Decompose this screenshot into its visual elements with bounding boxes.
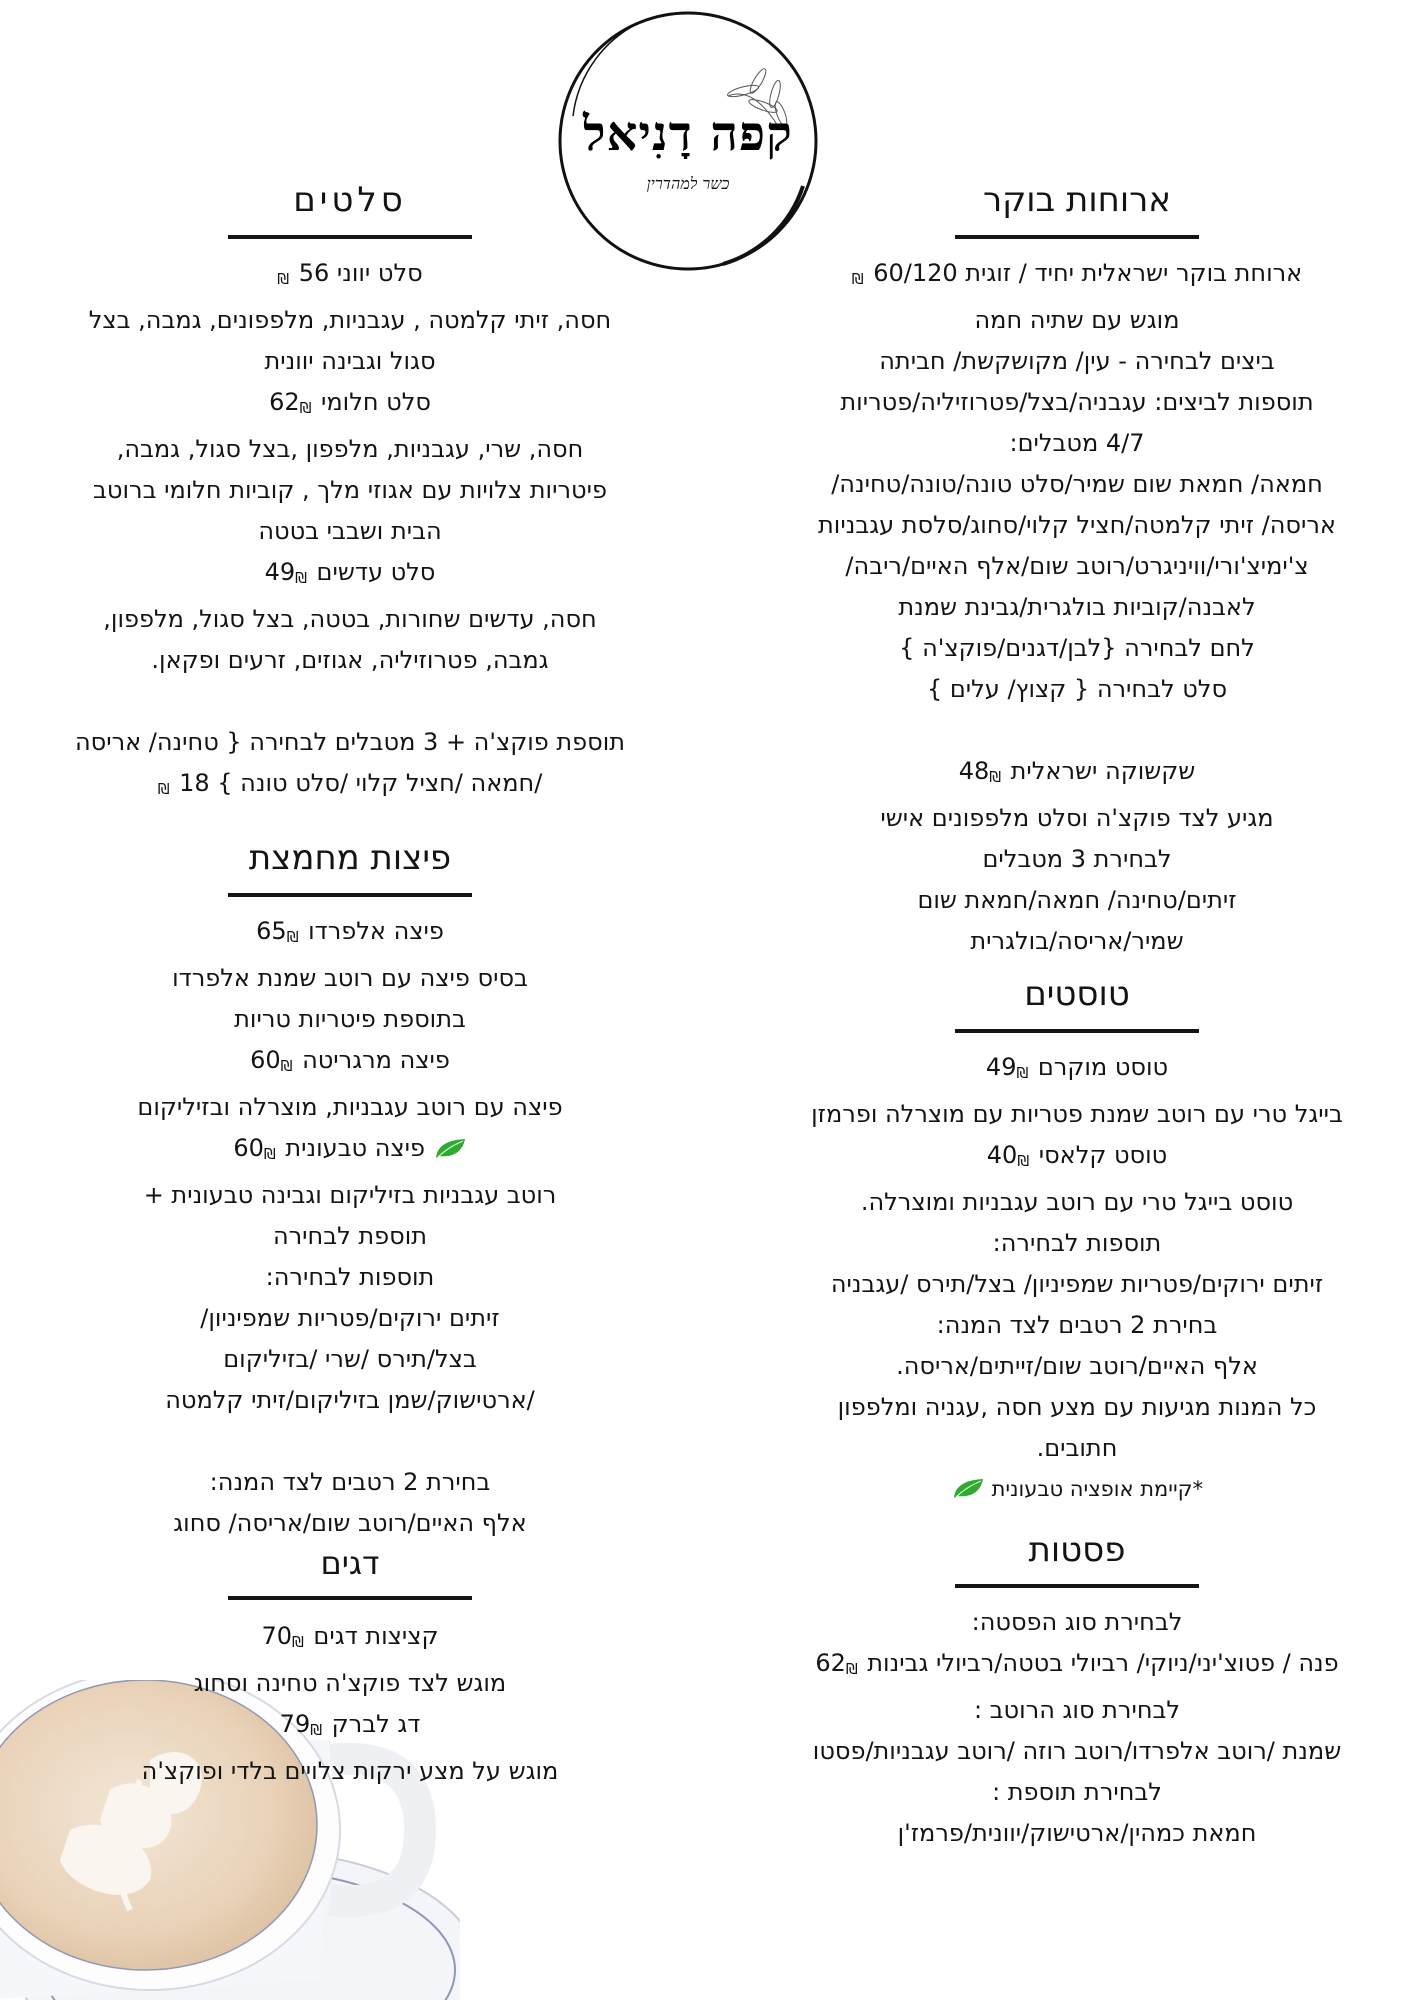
- section-toasts: [740, 974, 1414, 1510]
- shekel-icon: ₪: [286, 927, 299, 946]
- section-fish: [0, 1544, 700, 1792]
- menu-item-toast-creamy: טוסט מוקרם 49₪: [985, 1052, 1169, 1082]
- menu-item-pizza-vegan: פיצה טבעונית 60₪: [0, 1128, 700, 1175]
- shekel-icon: ₪: [277, 269, 290, 288]
- menu-item-desc: בייגל טרי עם רוטב שמנת פטריות עם מוצרלה ופרמזן: [811, 1099, 1343, 1128]
- menu-line: אלף האיים/רוטב שום/אריסה/ סחוג: [173, 1508, 527, 1537]
- vegan-note: *קיימת אופציה טבעונית: [740, 1469, 1414, 1510]
- menu-item-desc: טוסט בייגל טרי עם רוטב עגבניות ומוצרלה.: [860, 1187, 1294, 1216]
- menu-item-desc: חסה, שרי, עגבניות, מלפפון ,בצל סגול, גמבה,: [116, 434, 584, 463]
- menu-item-desc: תוספת לבחירה: [272, 1221, 428, 1250]
- menu-line: לבחירת סוג הפסטה:: [971, 1608, 1183, 1637]
- left-column: [0, 180, 700, 1792]
- menu-line: זיתים ירוקים/פטריות שמפיניון/ בצל/תירס /עגבניה: [830, 1269, 1324, 1298]
- menu-line: מוגש עם שתיה חמה: [974, 305, 1180, 334]
- right-column: [740, 180, 1414, 1854]
- menu-item-pizza-margherita: פיצה מרגריטה 60₪: [250, 1045, 450, 1075]
- section-breakfast: [740, 180, 1414, 962]
- menu-item-desc: פיטריות צלויות עם אגוזי מלך , קוביות חלומי ברוטב: [93, 475, 607, 504]
- shekel-icon: ₪: [280, 1056, 293, 1075]
- menu-line: שמנת /רוטב אלפרדו/רוטב רוזה /רוטב עגבניות/פסטו: [812, 1737, 1342, 1766]
- menu-line: לבחירת תוספת :: [992, 1778, 1162, 1807]
- menu-item-greek-salad: סלט יווני 56 ₪: [277, 258, 423, 288]
- menu-line: תוספות לבחירה:: [265, 1262, 435, 1291]
- menu-item-pasta: פנה / פטוצ'יני/ניוקי/ רביולי בטטה/רביולי גבינות 62₪: [815, 1649, 1339, 1679]
- menu-line: כל המנות מגיעות עם מצע חסה ,עגניה ומלפפון: [837, 1392, 1317, 1421]
- shekel-icon: ₪: [157, 779, 170, 798]
- menu-line: חתובים.: [1036, 1433, 1118, 1462]
- menu-line: לבחירת 3 מטבלים: [982, 844, 1172, 873]
- section-title-pastas: פסטות: [1028, 1529, 1126, 1570]
- shekel-icon: ₪: [1016, 1063, 1029, 1082]
- section-pastas: [740, 1530, 1414, 1855]
- menu-item-sea-bass: דג לברק 79₪: [279, 1709, 421, 1739]
- addon-line: /חמאה /חציל קלוי /סלט טונה } 18 ₪: [157, 768, 543, 798]
- section-divider: [955, 1029, 1199, 1033]
- menu-item-desc: בסיס פיצה עם רוטב שמנת אלפרדו: [172, 963, 528, 992]
- menu-item-desc: פיצה עם רוטב עגבניות, מוצרלה ובזיליקום: [137, 1092, 563, 1121]
- menu-line: תוספות לבחירה:: [992, 1228, 1162, 1257]
- menu-line: 4/7 מטבלים:: [1009, 428, 1145, 457]
- shekel-icon: ₪: [1017, 1151, 1030, 1170]
- shekel-icon: ₪: [299, 398, 312, 417]
- menu-line: תוספות לביצים: עגבניה/בצל/פטרוזיליה/פטריות: [840, 387, 1314, 416]
- menu-line: בחירת 2 רטבים לצד המנה:: [209, 1467, 491, 1496]
- menu-line: אריסה/ זיתי קלמטה/חציל קלוי/סחוג/סלסת עגבניות: [818, 510, 1336, 539]
- menu-item-shakshuka: שקשוקה ישראלית 48₪: [958, 756, 1196, 786]
- shekel-icon: ₪: [263, 1144, 276, 1163]
- shekel-icon: ₪: [295, 568, 307, 587]
- vegan-leaf-icon: [951, 1476, 985, 1500]
- section-title-breakfast: ארוחות בוקר: [982, 180, 1172, 220]
- menu-item-toast-classic: טוסט קלאסי 40₪: [986, 1140, 1168, 1170]
- menu-item-desc: חסה, זיתי קלמטה , עגבניות, מלפפונים, גמבה, בצל: [88, 305, 612, 334]
- menu-item-halloumi-salad: סלט חלומי 62₪: [269, 387, 431, 417]
- menu-item-desc: הבית ושבבי בטטה: [258, 516, 442, 545]
- menu-item-lentil-salad: סלט עדשים 49₪: [264, 557, 436, 587]
- menu-item-desc: רוטב עגבניות בזיליקום וגבינה טבעונית +: [143, 1180, 557, 1209]
- menu-line: לבחירת סוג הרוטב :: [973, 1696, 1181, 1725]
- menu-line: ביצים לבחירה - עין/ מקושקשת/ חביתה: [879, 346, 1275, 375]
- shekel-icon: ₪: [845, 1660, 858, 1679]
- menu-item-israeli-breakfast: ארוחת בוקר ישראלית יחיד / זוגית 60/120 ₪: [851, 258, 1303, 288]
- menu-item-desc: חסה, עדשים שחורות, בטטה, בצל סגול, מלפפון,: [103, 604, 597, 633]
- section-title-salads: סלטים: [293, 180, 407, 220]
- section-title-pizzas: פיצות מחמצת: [248, 837, 452, 878]
- menu-item-desc: סגול וגבינה יוונית: [264, 346, 436, 375]
- kosher-label: כשר למהדרין: [646, 174, 730, 193]
- menu-item-pizza-alfredo: פיצה אלפרדו 65₪: [256, 916, 444, 946]
- menu-line: חמאת כמהין/ארטישוק/יוונית/פרמז'ן: [897, 1819, 1257, 1848]
- vegan-leaf-icon: [433, 1136, 467, 1160]
- section-title-fish: דגים: [320, 1543, 380, 1582]
- menu-item-desc: מוגש על מצע ירקות צלויים בלדי ופוקצ'ה: [141, 1756, 559, 1785]
- menu-line: זיתים ירוקים/פטריות שמפיניון/: [200, 1303, 500, 1332]
- menu-line: שמיר/אריסה/בולגרית: [970, 926, 1184, 955]
- menu-line: בצל/תירס /שרי /בזיליקום: [223, 1344, 477, 1373]
- shekel-icon: ₪: [310, 1720, 322, 1739]
- section-divider: [228, 893, 472, 897]
- section-divider: [228, 1596, 472, 1600]
- menu-item-desc: גמבה, פטרוזיליה, אגוזים, זרעים ופקאן.: [151, 645, 549, 674]
- section-title-toasts: טוסטים: [1024, 973, 1130, 1014]
- menu-item-fish-patties: קציצות דגים 70₪: [261, 1621, 439, 1651]
- section-divider: [955, 1584, 1199, 1588]
- section-divider: [228, 235, 472, 239]
- menu-line: חמאה/ חמאת שום שמיר/סלט טונה/טונה/טחינה/: [831, 469, 1323, 498]
- shekel-icon: ₪: [292, 1632, 304, 1651]
- menu-line: סלט לבחירה { קצוץ/ עלים }: [926, 674, 1228, 703]
- section-pizzas: [0, 838, 700, 1544]
- shekel-icon: ₪: [851, 269, 864, 288]
- cafe-name: קפה דָנִיאל: [583, 106, 793, 162]
- menu-item-desc: מוגש לצד פוקצ'ה טחינה וסחוג: [193, 1668, 507, 1697]
- addon-line: תוספת פוקצ'ה + 3 מטבלים לבחירה { טחינה/ אריסה: [74, 727, 626, 756]
- menu-line: אלף האיים/רוטב שום/זייתים/אריסה.: [896, 1351, 1258, 1380]
- menu-line: צ'ימיצ'ורי/וויניגרט/רוטב שום/אלף האיים/ריבה/: [845, 551, 1309, 580]
- menu-item-desc: בתוספת פיטריות טריות: [234, 1004, 466, 1033]
- menu-line: בחירת 2 רטבים לצד המנה:: [936, 1310, 1218, 1339]
- menu-line: /ארטישוק/שמן בזיליקום/זיתי קלמטה: [165, 1385, 535, 1414]
- section-salads: [0, 180, 700, 810]
- section-divider: [955, 235, 1199, 239]
- menu-line: לחם לבחירה {לבן/דגנים/פוקצ'ה }: [899, 633, 1255, 662]
- menu-line: זיתים/טחינה/ חמאה/חמאת שום: [917, 885, 1237, 914]
- menu-line: לאבנה/קוביות בולגרית/גבינת שמנת: [898, 592, 1256, 621]
- shekel-icon: ₪: [989, 767, 1002, 786]
- menu-line: מגיע לצד פוקצ'ה וסלט מלפפונים אישי: [880, 803, 1274, 832]
